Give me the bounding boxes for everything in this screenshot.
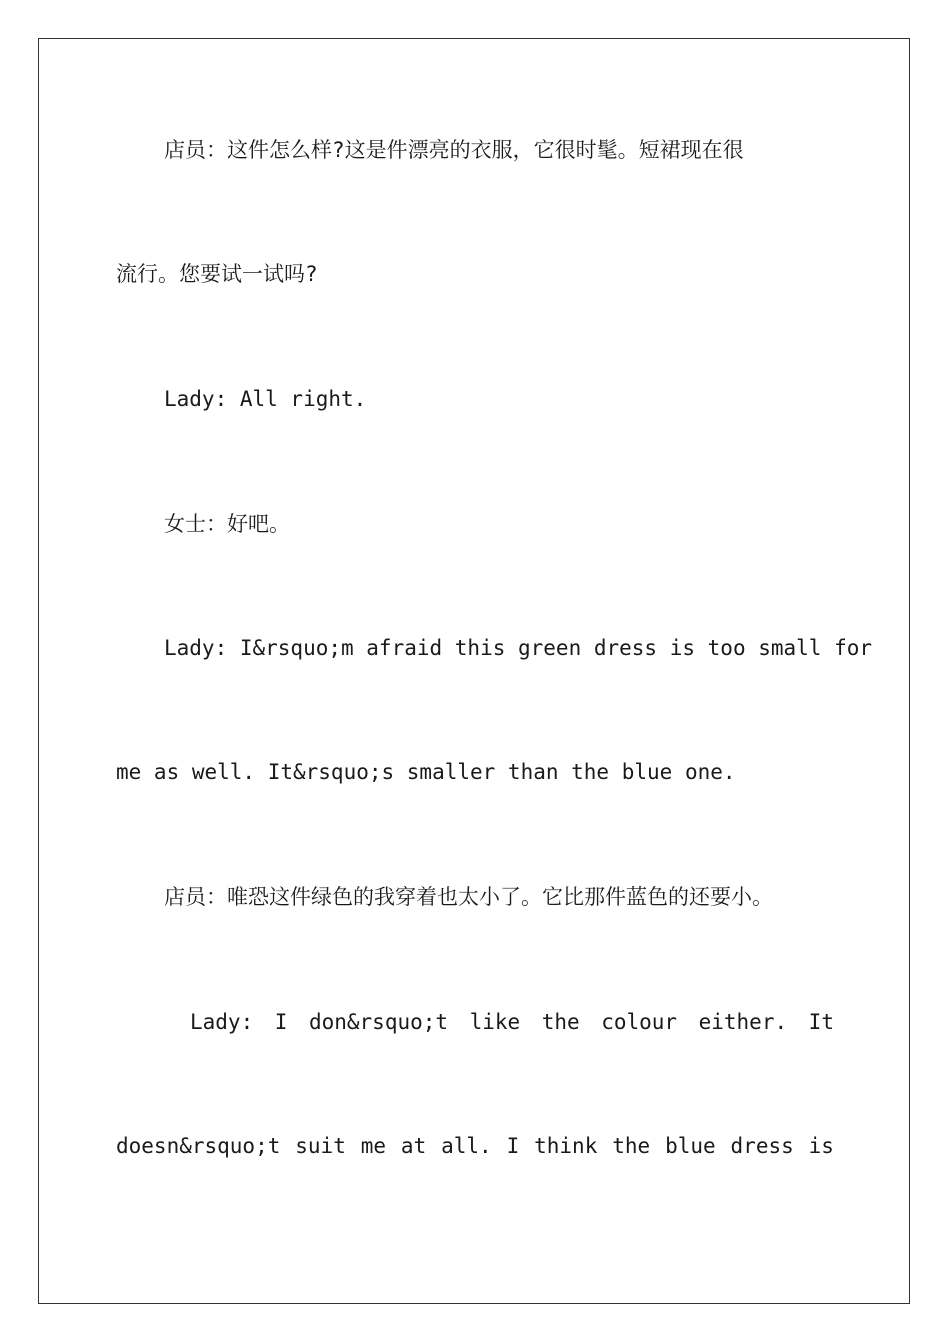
word: the: [541, 1010, 580, 1034]
word: colour: [601, 1010, 678, 1034]
word: blue: [665, 1134, 716, 1158]
paragraph-5-line-1: 店员：唯恐这件绿色的我穿着也太小了。它比那件蓝色的还要小。: [164, 885, 773, 909]
word: I: [506, 1134, 520, 1158]
word: dress: [730, 1134, 794, 1158]
paragraph-2-line-1: Lady: All right.: [164, 387, 367, 411]
paragraph-4-line-1: Lady: I&rsquo;m afraid this green dress is too small for: [164, 636, 873, 660]
word: It: [808, 1010, 834, 1034]
word: think: [534, 1134, 598, 1158]
paragraph-1-line-1: 店员：这件怎么样?这是件漂亮的衣服，它很时髦。短裙现在很: [164, 138, 744, 162]
word: all.: [441, 1134, 492, 1158]
word: the: [612, 1134, 651, 1158]
paragraph-6-line-1: [116, 1008, 834, 1036]
word: is: [808, 1134, 834, 1158]
word: doesn&rsquo;t: [116, 1134, 281, 1158]
word: me: [360, 1134, 387, 1158]
word: either.: [698, 1010, 788, 1034]
paragraph-6-line-2: [116, 1132, 834, 1160]
word: don&rsquo;t: [308, 1010, 449, 1034]
paragraph-3-line-1: 女士：好吧。: [164, 512, 290, 536]
page-border: [38, 38, 910, 1304]
word: Lady:: [190, 1010, 254, 1034]
word: I: [274, 1010, 288, 1034]
word: at: [400, 1134, 427, 1158]
paragraph-1-line-2: 流行。您要试一试吗?: [116, 262, 318, 286]
word: suit: [295, 1134, 346, 1158]
word: like: [469, 1010, 521, 1034]
paragraph-4-line-2: me as well. It&rsquo;s smaller than the blue one.: [116, 760, 736, 784]
